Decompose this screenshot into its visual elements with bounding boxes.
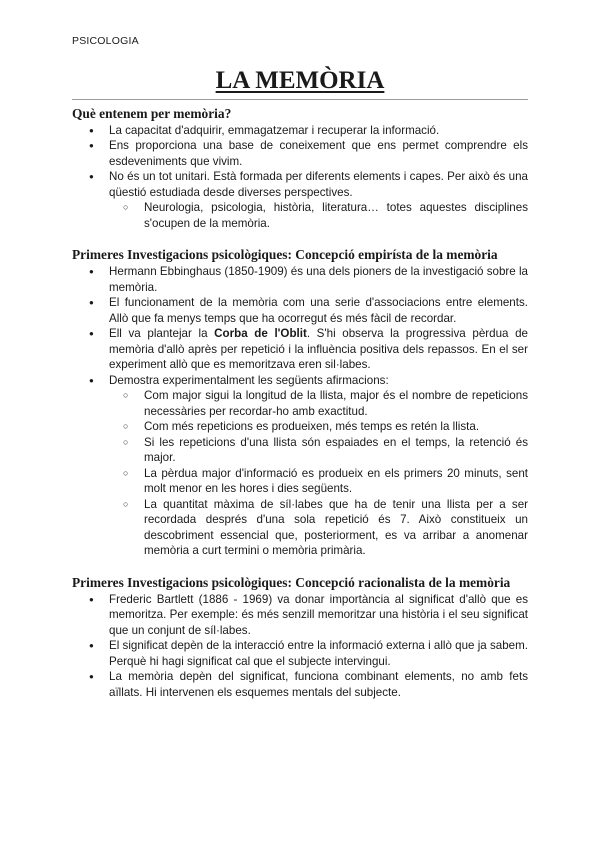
sub-list [108,388,528,559]
list-item [72,326,528,373]
section-heading-rationalist: Primeres Investigacions psicològiques: Concepció racionalista de la memòria [72,574,511,590]
list-item [72,373,528,559]
sub-list-item: ○ La quantitat màxima de síl·labes que ha de tenir una llista per a ser recordada després d'una sola repetició és 7. Això constitueix un descobriment essencial que, posteriorment, es va arribar a anomenar memòria a curt termini o memòria primària. [108,497,528,559]
list-item: ● La capacitat d'adquirir, emmagatzemar i recuperar la informació. [72,123,528,139]
list-item-text: Ell va plantejar la [109,327,215,340]
list-item-text: Demostra experimentalment les següents afirmacions: [109,373,389,387]
forgetting-curve-term: Corba de l'Oblit [214,327,307,340]
header-label: PSICOLOGIA [72,35,139,47]
page-title: LA MEMÒRIA [215,66,385,94]
list-item: ● La memòria depèn del significat, funciona combinant elements, no amb fets aïllats. Hi intervenen els esquemes mentals del subjecte. [72,669,528,700]
list-item: ● Hermann Ebbinghaus (1850-1909) és una dels pioners de la investigació sobre la memòria. [72,264,528,295]
section-2-list [72,264,528,559]
sub-list-item: ○ Com major sigui la longitud de la llista, major és el nombre de repeticions necessàries per recordar-ho amb exactitud. [108,388,528,419]
title-divider [72,99,528,100]
list-item: ● Ens proporciona una base de coneixement que ens permet comprendre els esdeveniments que vivim. [72,138,528,169]
list-item: ● El funcionament de la memòria com una serie d'associacions entre elements. Allò que fa menys temps que ha ocorregut és més fàcil de recordar. [72,295,528,326]
sub-list-item: ○ Com més repeticions es produeixen, més temps es retén la llista. [108,419,528,435]
list-item: ● El significat depèn de la interacció entre la informació externa i allò que ja sabem. Perquè hi hagi significat cal que el subjecte intervingui. [72,638,528,669]
section-3-list [72,592,528,701]
list-item-text: . S'hi observa la progressiva pèrdua de memòria d'allò après per repetició i la influència positiva dels repassos. En el ser experiment allò que es memoritzava eren sil·labes. [109,327,528,371]
sub-list-item: ○ Neurologia, psicologia, història, literatura… totes aquestes disciplines s'ocupen de la memòria. [108,200,528,231]
sub-list [108,200,528,231]
sub-list-item: ○ Si les repeticions d'una llista són espaiades en el temps, la retenció és major. [108,435,528,466]
list-item: ● Frederic Bartlett (1886 - 1969) va donar importància al significat d'allò que es memoritza. Per exemple: és més senzill memoritzar una història i el seu significat que un conjunt de síl·labes. [72,592,528,639]
list-item-text: No és un tot unitari. Està formada per diferents elements i capes. Per això és una qüestió estudiada desde diverses perspectives. [109,170,528,199]
section-heading-empiricist: Primeres Investigacions psicològiques: Concepció empirísta de la memòria [72,247,498,262]
sub-list-item: ○ La pèrdua major d'informació es produeix en els primers 20 minuts, sent molt menor en les hores i dies següents. [108,466,528,497]
section-1-list [72,123,528,232]
section-heading-definition: Què entenem per memòria? [72,105,232,121]
list-item [72,169,528,231]
